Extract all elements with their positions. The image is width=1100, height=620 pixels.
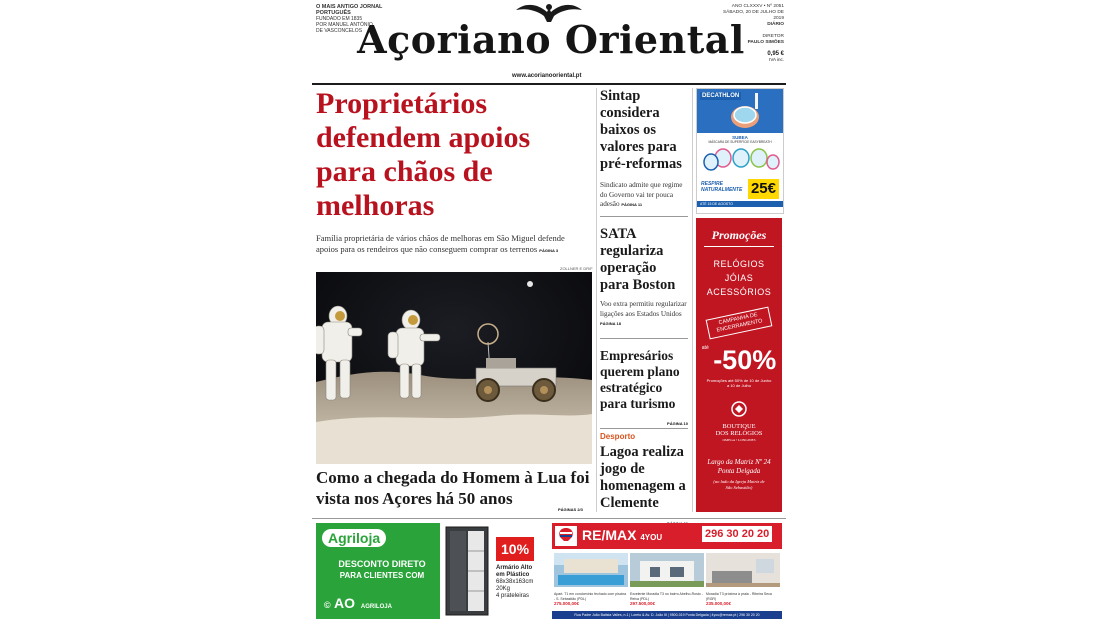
remax-ad[interactable]: [552, 523, 782, 619]
director-label: DIRETOR: [762, 34, 784, 39]
ad-price-tag: 25€: [748, 179, 779, 199]
remax-balloon-icon: [555, 526, 577, 546]
promo-discount-row: [696, 345, 782, 376]
story-headline: SATA regulariza operação para Boston: [600, 226, 676, 293]
boutique-address-1: Largo da Matriz Nº 24: [707, 458, 771, 466]
masthead-founded: FUNDADO EM 1835: [316, 16, 363, 22]
photo-headline[interactable]: Como a chegada do Homem à Lua foi vista nos Açores há 50 anos: [316, 468, 590, 508]
remax-listing-2[interactable]: [630, 553, 704, 606]
boutique-address: [696, 458, 782, 491]
story-page-ref: PÁGINA 10: [667, 421, 688, 426]
price-value: 0,95 €: [767, 51, 784, 57]
story-separator: [600, 338, 688, 339]
masthead-founder-2: DE VASCONCELOS: [316, 28, 363, 34]
remax-footer: Rua Padre João Batista Valles, n.1 | Loreto & Av. D. João III | 9500-019 Ponta Delgada | 4you@remax.pt | 296 30 20 20: [552, 611, 782, 619]
ao-logo-text: AO: [334, 595, 356, 611]
lead-headline[interactable]: Proprietários defendem apoios para chãos de melhoras: [316, 87, 531, 222]
remax-brand-suffix: 4YOU: [640, 533, 663, 542]
remax-brand-name: RE/MAX: [582, 527, 637, 543]
boutique-name-2: DOS RELÓGIOS: [715, 430, 763, 437]
listing-price: 275.000,00€: [554, 601, 580, 606]
boutique-address-3: (ao lado da Igreja Matriz de São Sebastião): [713, 479, 765, 490]
boutique-address-2: Ponta Delgada: [717, 467, 761, 475]
ad-product-name: SUBEA: [732, 135, 748, 140]
story-page-ref: PÁGINA 18: [600, 321, 621, 326]
ads-divider: [312, 518, 786, 519]
boutique-promo-ad[interactable]: [696, 218, 782, 512]
product-spec-4: 20Kg: [496, 586, 511, 592]
column-divider: [596, 88, 597, 512]
website-url[interactable]: www.acorianooriental.pt: [512, 73, 582, 79]
product-spec-2: em Plástico: [496, 572, 530, 578]
snorkel-diver-icon: [697, 89, 783, 133]
cover-price: [767, 51, 784, 62]
edition-date: SÁBADO, 20 DE JULHO DE 2019: [722, 10, 784, 21]
promo-line-1: RELÓGIOS: [713, 259, 765, 269]
boutique-name: [696, 423, 782, 444]
column-divider: [692, 88, 693, 512]
product-spec-3: 68x38x163cm: [496, 579, 534, 585]
agriloja-offer-1: DESCONTO DIRETO: [338, 559, 426, 569]
ad-price-row: [697, 179, 783, 201]
section-kicker: Desporto: [600, 432, 636, 441]
story-headline: Sintap considera baixos os valores para pré-reformas: [600, 88, 682, 172]
story-separator: [600, 428, 688, 429]
agriloja-ad[interactable]: [316, 523, 544, 619]
listing-price: 297.500,00€: [630, 601, 656, 606]
decathlon-ad[interactable]: [696, 88, 784, 214]
lead-page-ref: PÁGINA 3: [539, 248, 559, 253]
story-headline: Empresários querem plano estratégico para turismo: [600, 348, 680, 411]
product-spec-5: 4 prateleiras: [496, 593, 530, 599]
masthead-founder-1: POR MANUEL ANTÓNIO: [316, 22, 373, 28]
promo-line-3: ACESSÓRIOS: [706, 287, 772, 297]
director-name: PAULO SIMÕES: [747, 40, 784, 45]
story-lagoa[interactable]: [600, 432, 688, 530]
ad-slogan: [701, 181, 742, 193]
story-sintap[interactable]: [600, 88, 688, 210]
boutique-brands: OMEGA • LONGINES: [722, 438, 756, 442]
promo-stamp: CAMPANHA DE ENCERRAMENTO: [706, 307, 773, 340]
listing-photo-pool: [554, 553, 628, 587]
ad-product-desc: MÁSCARA DE SUPERFÍCIE EASYBREATH: [708, 140, 772, 144]
remax-brand: [582, 527, 662, 543]
ad-water-banner: [697, 89, 783, 133]
lead-subtitle-text: Família proprietária de vários chãos de melhoras em São Miguel defende apoios para os rendeiros que não conseguem comprar os terrenos: [316, 233, 565, 254]
promo-line-2: JÓIAS: [724, 273, 754, 283]
story-text: [600, 300, 688, 329]
promo-title: Promoções: [711, 228, 767, 242]
listing-desc: Moradia T3 próxima à praia - Ribeira Seca (RGR): [706, 592, 772, 601]
agriloja-product-specs: [496, 565, 533, 600]
story-body: Voo extra permitiu regularizar ligações aos Estados Unidos: [600, 300, 687, 318]
ad-slogan-2: NATURALMENTE: [701, 187, 743, 193]
story-text: [600, 181, 688, 210]
masthead-right-info: [714, 4, 784, 46]
story-empresarios[interactable]: [600, 348, 688, 430]
cabinet-product-icon: [442, 525, 492, 617]
photo-page-ref: PÁGINAS 2/3: [558, 507, 583, 512]
snorkel-masks-icon: [697, 144, 783, 174]
moon-landing-photo[interactable]: [316, 272, 592, 464]
promo-discount: -50%: [713, 345, 777, 375]
newspaper-front-page: [312, 0, 786, 620]
masthead-tagline: O MAIS ANTIGO JORNAL PORTUGUÊS: [316, 4, 383, 16]
masthead-title[interactable]: Açoriano Oriental: [357, 17, 745, 62]
edition-number: ANO CLXXXV • Nº 2051: [731, 4, 784, 9]
agriloja-discount-badge: 10%: [496, 537, 534, 561]
promo-upto: até: [701, 345, 709, 351]
story-headline: Lagoa realiza jogo de homenagem a Clemente: [600, 444, 686, 511]
story-page-ref: PÁGINA 11: [621, 202, 643, 207]
decathlon-logo: DECATHLON: [702, 93, 740, 99]
promo-categories: [696, 257, 782, 299]
edition-frequency: DIÁRIO: [767, 22, 784, 27]
lead-subtitle: [316, 233, 586, 256]
listing-photo-house: [630, 553, 704, 587]
listing-price: 235.000,00€: [706, 601, 732, 606]
remax-listing-3[interactable]: [706, 553, 780, 606]
story-separator: [600, 216, 688, 217]
ao-card-logo: © AO AGRILOJA: [324, 595, 392, 611]
story-sata[interactable]: [600, 226, 688, 329]
remax-listing-1[interactable]: [554, 553, 628, 606]
agriloja-logo: Agriloja: [322, 529, 386, 547]
masthead-divider: [312, 83, 786, 85]
listing-desc: Excelente Moradia T3 no bairro Abelho-Rosto - Relva (PDL): [630, 592, 703, 601]
agriloja-offer: [324, 559, 440, 581]
remax-phone[interactable]: 296 30 20 20: [702, 526, 772, 542]
ao-logo-label: AGRILOJA: [360, 604, 392, 610]
promo-dates: Promoções até 50% de 10 de Junho a 10 de Julho: [706, 378, 772, 388]
ad-slogan-1: RESPIRE: [701, 181, 723, 187]
product-spec-1: Armário Alto: [496, 565, 533, 571]
agriloja-offer-2: PARA CLIENTES COM: [339, 571, 425, 580]
listing-desc: Apart. T1 em condomínio fechado com piscina - S. Sebastião (PDL): [554, 592, 627, 601]
story-body: Sindicato admite que regime do Governo vai ter pouca adesão: [600, 181, 683, 208]
listing-photo-interior: [706, 553, 780, 587]
boutique-name-1: BOUTIQUE: [722, 423, 756, 430]
ad-footer: ATÉ 15 DE AGOSTO: [697, 201, 783, 207]
price-note: IVA inc.: [769, 57, 784, 62]
promo-rule: [704, 246, 774, 247]
boutique-emblem-icon: [730, 400, 748, 418]
photo-credit: ZOLLNER E DR/F: [560, 266, 593, 271]
moon-landing-illustration: [316, 272, 592, 464]
